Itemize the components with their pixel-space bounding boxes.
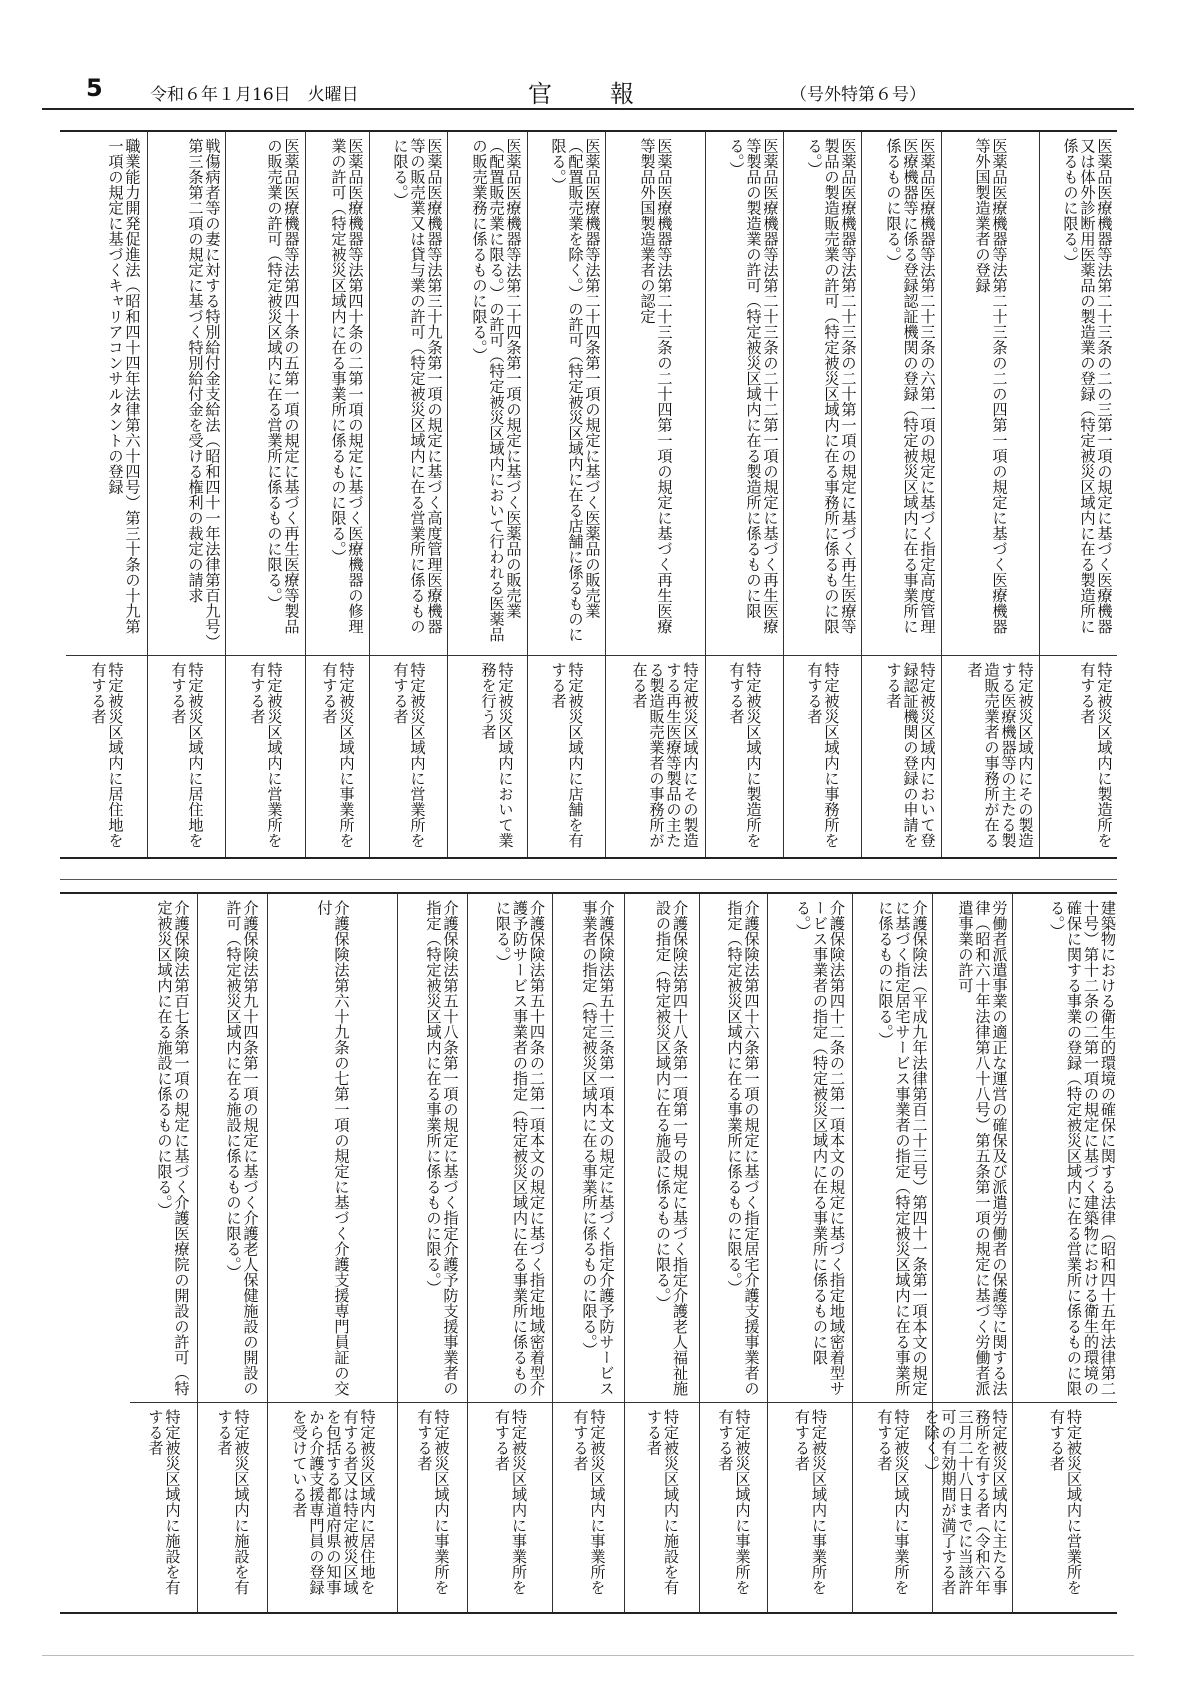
requirement-text: 特定被災区域内に製造所を有する者: [1078, 662, 1114, 848]
table-row: [605, 132, 705, 857]
requirement-cell: [130, 1403, 197, 1612]
procedure-cell: [1013, 894, 1117, 1403]
table-row: [197, 894, 267, 1612]
procedure-cell: [398, 894, 467, 1403]
procedure-cell: [226, 132, 305, 656]
table-row: [783, 132, 861, 857]
requirement-cell: [700, 1403, 767, 1612]
procedure-text: 介護保険法第百七条第一項の規定に基づく介護医療院の開設の許可（特定被災区域内に在る施設に係るものに限る。）: [155, 900, 191, 1396]
procedure-cell: [448, 132, 527, 656]
requirement-text: 特定被災区域内に営業所を有する者: [391, 662, 427, 848]
procedure-text: 建築物における衛生的環境の確保に関する法律（昭和四十五年法律第二十号）第十二条の二第一項の規定に基づく建築物における衛生的環境の確保に関する事業の登録（特定被災区域内に在る営業所に係るものに限る。）: [1048, 900, 1117, 1396]
requirement-cell: [226, 656, 305, 857]
procedures-table-upper: [60, 130, 1117, 859]
requirement-cell: [398, 1403, 467, 1612]
requirement-text: 特定被災区域内に主たる事務所を有する者（令和六年三月二十八日までに当該許可の有効期間が満了する者を除く。）: [922, 1409, 1009, 1595]
requirement-cell: [942, 656, 1039, 857]
table-row: [699, 894, 767, 1612]
procedure-cell: [130, 894, 197, 1403]
requirement-cell: [528, 656, 605, 857]
procedure-text: 医薬品医療機器等法第三十九条第一項の規定に基づく高度管理医療機器等の販売業又は貸与業の許可（特定被災区域内に在る営業所に係るものに限る。）: [391, 138, 444, 634]
procedure-text: 医薬品医療機器等法第二十三条の二十第一項の規定に基づく再生医療等製品の製造販売業の許可（特定被災区域内に在る事務所に係るものに限る。）: [805, 138, 858, 634]
footer-rule: [42, 1655, 1134, 1656]
requirement-text: 特定被災区域内に居住地を有する者: [89, 662, 125, 848]
procedure-text: 医薬品医療機器等法第四十条の五第一項の規定に基づく再生医療等製品の販売業の許可（特定被災区域内に在る営業所に係るものに限る。）: [265, 138, 301, 634]
requirement-cell: [468, 1403, 552, 1612]
procedure-text: 介護保険法第五十三条第一項本文の規定に基づく指定介護予防サービス事業者の指定（特定被災区域内に在る事業所に係るものに限る。）: [580, 900, 616, 1396]
requirement-cell: [448, 656, 527, 857]
procedure-cell: [528, 132, 605, 656]
procedure-text: 医薬品医療機器等法第二十三条の二十二第一項の規定に基づく再生医療等製品の製造業の許可（特定被災区域内に在る製造所に係るものに限る。）: [727, 138, 780, 634]
requirement-cell: [922, 1403, 1012, 1612]
procedure-cell: [706, 132, 783, 656]
table-row: [147, 132, 225, 857]
table-row: [767, 894, 852, 1612]
table-row: [447, 132, 527, 857]
procedure-text: 医薬品医療機器等法第二十三条の二十四第一項の規定に基づく再生医療等製品外国製造業者の認定: [638, 138, 674, 634]
requirement-text: 特定被災区域内において業務を行う者: [479, 662, 515, 848]
procedure-cell: [553, 894, 624, 1403]
requirement-cell: [862, 656, 941, 857]
requirement-cell: [1040, 656, 1117, 857]
procedure-text: 医薬品医療機器等法第二十三条の二の三第一項の規定に基づく医療機器又は体外診断用医薬品の製造業の登録（特定被災区域内に在る製造所に係るものに限る。）: [1061, 138, 1114, 634]
table-row: [1039, 132, 1117, 857]
requirement-text: 特定被災区域内に事業所を有する者: [716, 1409, 752, 1595]
procedure-cell: [148, 132, 225, 656]
requirement-text: 特定被災区域内に製造所を有する者: [727, 662, 763, 848]
procedure-cell: [198, 894, 267, 1403]
requirement-text: 特定被災区域内にその製造する再生医療等製品の主たる製造販売業者の事務所が在る者: [630, 662, 700, 848]
issue-date: 令和６年１月16日 火曜日: [150, 85, 359, 105]
procedure-text: 介護保険法第五十八条第一項の規定に基づく指定介護予防支援事業者の指定（特定被災区域内に在る事業所に係るものに限る。）: [424, 900, 460, 1396]
requirement-cell: [306, 656, 369, 857]
procedure-text: 介護保険法（平成九年法律第百二十三号）第四十一条第一項本文の規定に基づく指定居宅サービス事業者の指定（特定被災区域内に在る事業所に係るものに限る。）: [876, 900, 929, 1396]
procedure-text: 医薬品医療機器等法第二十三条の六第一項の規定に基づく指定高度管理医療機器等に係る登録認証機関の登録（特定被災区域内に在る事業所に係るものに限る。）: [884, 138, 937, 634]
requirement-cell: [1013, 1403, 1117, 1612]
table-row: [922, 894, 1012, 1612]
procedure-text: 介護保険法第四十二条の二第一項本文の規定に基づく指定地域密着型サービス事業者の指定（特定被災区域内に在る事業所に係るものに限る。）: [794, 900, 846, 1396]
issue-number: （号外特第６号）: [790, 85, 926, 105]
table-row: [397, 894, 467, 1612]
procedure-text: 職業能力開発促進法（昭和四十四年法律第六十四号）第三十条の十九第一項の規定に基づくキャリアコンサルタントの登録: [106, 138, 142, 634]
requirement-text: 特定被災区域内に事業所を有する者: [493, 1409, 528, 1595]
table-row: [369, 132, 447, 857]
procedure-cell: [606, 132, 705, 656]
requirement-text: 特定被災区域内に居住地を有する者: [169, 662, 205, 848]
procedure-text: 介護保険法第五十四条の二第一項本文の規定に基づく指定地域密着型介護予防サービス事業者の指定（特定被災区域内に在る事業所に係るものに限る。）: [494, 900, 546, 1396]
header-rule: [42, 108, 1134, 110]
procedure-cell: [700, 894, 767, 1403]
procedure-text: 医薬品医療機器等法第二十四条第一項の規定に基づく医薬品の販売業（配置販売業に限る。）の許可（特定被災区域内において行われる医薬品の販売業務に係るものに限る。）: [470, 138, 523, 642]
table-row: [66, 132, 147, 857]
procedure-text: 介護保険法第九十四条第一項の規定に基づく介護老人保健施設の開設の許可（特定被災区域内に在る施設に係るものに限る。）: [224, 900, 260, 1396]
gazette-title: 官報: [528, 80, 692, 108]
table-row: [705, 132, 783, 857]
table-row: [861, 132, 941, 857]
procedure-text: 介護保険法第四十六条第一項の規定に基づく指定居宅介護支援事業者の指定（特定被災区域内に在る事業所に係るものに限る。）: [725, 900, 761, 1396]
table-row: [852, 894, 932, 1612]
procedures-table-lower: [60, 892, 1117, 1614]
table-row: [267, 894, 397, 1612]
requirement-cell: [606, 656, 705, 857]
procedure-cell: [784, 132, 861, 656]
requirement-text: 特定被災区域内に事業所を有する者: [320, 662, 356, 848]
requirement-cell: [768, 1403, 852, 1612]
section-divider: [60, 879, 1117, 880]
requirement-cell: [268, 1403, 397, 1612]
procedure-text: 労働者派遣事業の適正な運営の確保及び派遣労働者の保護等に関する法律（昭和六十年法律第八十八号）第五条第一項の規定に基づく労働者派遣事業の許可: [956, 900, 1009, 1396]
procedure-text: 医薬品医療機器等法第二十四条第一項の規定に基づく医薬品の販売業（配置販売業を除く。）の許可（特定被災区域内に在る店舗に係るものに限る。）: [549, 138, 602, 642]
requirement-text: 特定被災区域内に居住地を有する者又は特定被災区域を包括する都道府県の知事から介護支援専門員の登録を受けている者: [290, 1409, 377, 1595]
procedure-text: 医薬品医療機器等法第二十三条の二の四第一項の規定に基づく医療機器等外国製造業者の登録: [973, 138, 1009, 634]
table-row: [305, 132, 369, 857]
requirement-text: 特定被災区域内に事務所を有する者: [805, 662, 841, 848]
table-row: [130, 894, 197, 1612]
procedure-cell: [370, 132, 447, 656]
procedure-cell: [306, 132, 369, 656]
requirement-text: 特定被災区域内に事業所を有する者: [793, 1409, 828, 1595]
table-row: [467, 894, 552, 1612]
procedure-cell: [933, 894, 1012, 1403]
table-row: [941, 132, 1039, 857]
requirement-text: 特定被災区域内に営業所を有する者: [1048, 1409, 1083, 1595]
procedure-cell: [768, 894, 852, 1403]
requirement-text: 特定被災区域内に事業所を有する者: [571, 1409, 607, 1595]
table-row: [225, 132, 305, 857]
procedure-cell: [625, 894, 699, 1403]
table-row: [552, 894, 624, 1612]
procedure-cell: [268, 894, 397, 1403]
requirement-text: 特定被災区域内に店舗を有する者: [549, 662, 585, 848]
requirement-cell: [66, 656, 147, 857]
requirement-text: 特定被災区域内にその製造する医療機器等の主たる製造販売業者の事務所が在る者: [965, 662, 1035, 848]
page-header: [0, 74, 1181, 106]
procedure-cell: [942, 132, 1039, 656]
requirement-text: 特定被災区域内に営業所を有する者: [248, 662, 284, 848]
procedure-cell: [1040, 132, 1117, 656]
procedure-cell: [66, 132, 147, 656]
requirement-text: 特定被災区域内に施設を有する者: [645, 1409, 680, 1595]
requirement-text: 特定被災区域内において登録認証機関の登録の申請をする者: [884, 662, 937, 848]
requirement-text: 特定被災区域内に事業所を有する者: [415, 1409, 451, 1595]
page-number: 5: [86, 74, 103, 102]
requirement-cell: [198, 1403, 267, 1612]
procedure-cell: [862, 132, 941, 656]
requirement-cell: [853, 1403, 932, 1612]
requirement-cell: [370, 656, 447, 857]
requirement-cell: [784, 656, 861, 857]
requirement-text: 特定被災区域内に施設を有する者: [215, 1409, 251, 1595]
requirement-cell: [625, 1403, 699, 1612]
procedure-text: 介護保険法第四十八条第一項第一号の規定に基づく指定介護老人福祉施設の指定（特定被災区域内に在る施設に係るものに限る。）: [654, 900, 689, 1396]
table-row: [624, 894, 699, 1612]
procedure-text: 医薬品医療機器等法第四十条の二第一項の規定に基づく医療機器の修理業の許可（特定被災区域内に在る事業所に係るものに限る。）: [329, 138, 365, 634]
requirement-text: 特定被災区域内に施設を有する者: [146, 1409, 182, 1595]
procedure-cell: [853, 894, 932, 1403]
procedure-cell: [468, 894, 552, 1403]
procedure-text: 介護保険法第六十九条の七第一項の規定に基づく介護支援専門員証の交付: [315, 900, 351, 1396]
table-row: [1012, 894, 1117, 1612]
requirement-text: 特定被災区域内に事業所を有する者: [875, 1409, 911, 1595]
table-row: [527, 132, 605, 857]
requirement-cell: [706, 656, 783, 857]
requirement-cell: [148, 656, 225, 857]
requirement-cell: [553, 1403, 624, 1612]
procedure-text: 戦傷病者等の妻に対する特別給付金支給法（昭和四十一年法律第百九号）第三条第二項の規定に基づく特別給付金を受ける権利の裁定の請求: [186, 138, 222, 642]
